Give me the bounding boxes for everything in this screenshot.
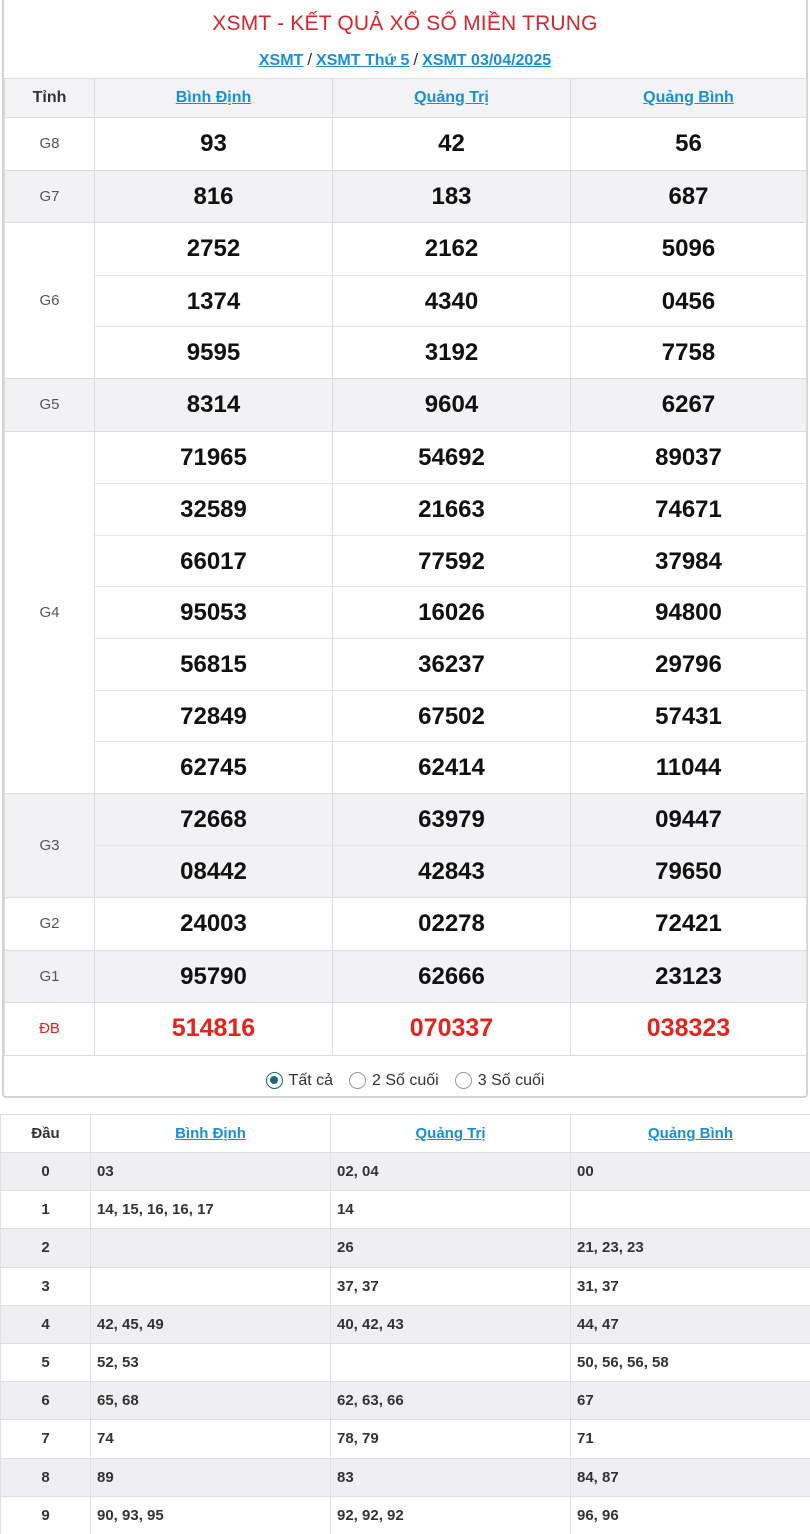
loto-cell xyxy=(571,1191,810,1229)
prize-number: 95053 xyxy=(95,586,332,638)
loto-cell: 89 xyxy=(91,1458,331,1496)
prize-label: G3 xyxy=(5,793,95,897)
prize-number: 89037 xyxy=(655,443,722,471)
filter-option-label: 2 Số cuối xyxy=(372,1071,439,1089)
prize-number: 183 xyxy=(431,182,472,210)
prize-number: 7758 xyxy=(571,326,806,378)
province-link-quang-tri[interactable]: Quảng Trị xyxy=(414,89,489,106)
loto-cell: 42, 45, 49 xyxy=(91,1305,331,1343)
prize-number: 42843 xyxy=(333,845,570,897)
prize-number: 63979 xyxy=(418,805,485,833)
prize-row xyxy=(5,1003,807,1056)
prize-label: ĐB xyxy=(5,1003,95,1056)
prize-number: 09447 xyxy=(655,805,722,833)
prize-cell xyxy=(571,897,807,950)
dau-digit: 2 xyxy=(1,1229,91,1267)
loto-row xyxy=(1,1496,810,1534)
loto-cell: 44, 47 xyxy=(571,1305,810,1343)
loto-cell: 00 xyxy=(571,1153,810,1191)
loto-cell xyxy=(91,1229,331,1267)
prize-label: G2 xyxy=(5,897,95,950)
filter-option-label: 3 Số cuối xyxy=(477,1071,545,1089)
prize-label: G1 xyxy=(5,950,95,1003)
prize-number: 02278 xyxy=(418,909,485,937)
loto-row xyxy=(1,1458,810,1496)
prize-label: G5 xyxy=(5,378,95,431)
prize-number: 56 xyxy=(675,130,702,157)
prize-number: 23123 xyxy=(655,962,722,990)
loto-cell: 74 xyxy=(91,1420,331,1458)
prize-cell xyxy=(333,118,571,171)
loto-row xyxy=(1,1191,810,1229)
prize-number: 8314 xyxy=(186,390,241,418)
prize-number: 72849 xyxy=(95,690,332,742)
dau-digit: 8 xyxy=(1,1458,91,1496)
prize-cell xyxy=(95,431,333,793)
loto-cell: 84, 87 xyxy=(571,1458,810,1496)
prize-cell xyxy=(333,897,571,950)
prize-number: 62666 xyxy=(418,962,485,990)
prize-number: 687 xyxy=(668,182,709,210)
prize-number: 57431 xyxy=(571,690,806,742)
prize-row xyxy=(5,378,807,431)
loto-cell: 67 xyxy=(571,1382,810,1420)
page-title: XSMT - KẾT QUẢ XỔ SỐ MIỀN TRUNG xyxy=(212,12,598,35)
filter-option-label: Tất cả xyxy=(288,1071,334,1089)
prize-number: 56815 xyxy=(95,638,332,690)
prize-number: 2752 xyxy=(186,235,241,263)
radio-button[interactable] xyxy=(266,1072,283,1089)
loto-cell: 14 xyxy=(331,1191,571,1229)
prize-cell xyxy=(95,950,333,1003)
prize-number: 94800 xyxy=(571,586,806,638)
prize-number: 66017 xyxy=(95,535,332,587)
prize-number: 42 xyxy=(438,130,465,157)
loto-table xyxy=(0,1114,810,1534)
prize-number: 37984 xyxy=(571,535,806,587)
loto-cell: 37, 37 xyxy=(331,1267,571,1305)
prize-cell xyxy=(95,223,333,379)
loto-cell xyxy=(91,1267,331,1305)
filter-option[interactable] xyxy=(266,1072,333,1090)
prize-cell xyxy=(95,378,333,431)
breadcrumb-link-xsmt[interactable]: XSMT xyxy=(258,52,304,69)
radio-button[interactable] xyxy=(455,1072,472,1089)
breadcrumb-separator: / xyxy=(413,50,419,69)
prize-cell xyxy=(333,170,571,223)
prize-cell xyxy=(571,223,807,379)
prize-number: 6267 xyxy=(661,390,716,418)
loto-province-link-quang-binh[interactable]: Quảng Bình xyxy=(648,1125,733,1142)
loto-cell: 21, 23, 23 xyxy=(571,1229,810,1267)
dau-digit: 3 xyxy=(1,1267,91,1305)
loto-province-link-binh-dinh[interactable]: Bình Định xyxy=(175,1125,246,1142)
loto-row xyxy=(1,1267,810,1305)
loto-cell: 96, 96 xyxy=(571,1496,810,1534)
special-prize-number: 070337 xyxy=(409,1014,494,1043)
loto-cell: 52, 53 xyxy=(91,1343,331,1381)
prize-cell xyxy=(95,118,333,171)
prize-cell xyxy=(333,1003,571,1056)
prize-cell xyxy=(333,431,571,793)
prize-number: 2162 xyxy=(424,235,479,263)
prize-number: 816 xyxy=(193,182,234,210)
prize-row xyxy=(5,793,807,897)
dau-digit: 4 xyxy=(1,1305,91,1343)
prize-cell xyxy=(95,1003,333,1056)
prize-number: 5096 xyxy=(661,235,716,263)
dau-digit: 0 xyxy=(1,1153,91,1191)
breadcrumb-separator: / xyxy=(307,50,313,69)
loto-row xyxy=(1,1153,810,1191)
loto-header-quang-tri xyxy=(331,1115,571,1153)
loto-header-binh-dinh xyxy=(91,1115,331,1153)
prize-number: 74671 xyxy=(571,483,806,535)
digit-filter xyxy=(4,1056,806,1106)
results-table xyxy=(4,78,807,1056)
dau-digit: 6 xyxy=(1,1382,91,1420)
dau-column-header: Đầu xyxy=(1,1115,91,1153)
prize-number: 16026 xyxy=(333,586,570,638)
loto-cell: 65, 68 xyxy=(91,1382,331,1420)
loto-cell: 14, 15, 16, 16, 17 xyxy=(91,1191,331,1229)
prize-cell xyxy=(571,118,807,171)
prize-cell xyxy=(571,1003,807,1056)
loto-row xyxy=(1,1382,810,1420)
loto-row xyxy=(1,1343,810,1381)
breadcrumb-link-weekday[interactable]: XSMT Thứ 5 xyxy=(316,52,410,69)
prize-cell xyxy=(333,223,571,379)
loto-cell xyxy=(331,1343,571,1381)
loto-row xyxy=(1,1229,810,1267)
province-header-quang-tri xyxy=(333,79,571,118)
prize-number: 67502 xyxy=(333,690,570,742)
prize-cell xyxy=(571,378,807,431)
dau-digit: 1 xyxy=(1,1191,91,1229)
prize-number: 54692 xyxy=(418,443,485,471)
prize-row xyxy=(5,170,807,223)
special-prize-number: 038323 xyxy=(646,1014,731,1043)
prize-label: G6 xyxy=(5,223,95,379)
radio-button[interactable] xyxy=(349,1072,366,1089)
prize-cell xyxy=(333,950,571,1003)
province-link-binh-dinh[interactable]: Bình Định xyxy=(175,89,252,106)
prize-number: 79650 xyxy=(571,845,806,897)
prize-number: 36237 xyxy=(333,638,570,690)
prize-number: 71965 xyxy=(180,443,247,471)
filter-option[interactable] xyxy=(349,1072,439,1090)
special-prize-number: 514816 xyxy=(171,1014,256,1043)
prize-cell xyxy=(571,793,807,897)
province-link-quang-binh[interactable]: Quảng Bình xyxy=(643,89,734,106)
prize-number: 62414 xyxy=(333,741,570,793)
loto-cell: 71 xyxy=(571,1420,810,1458)
loto-header-quang-binh xyxy=(571,1115,810,1153)
prize-number: 29796 xyxy=(571,638,806,690)
breadcrumb xyxy=(4,50,806,78)
prize-number: 77592 xyxy=(333,535,570,587)
loto-cell: 31, 37 xyxy=(571,1267,810,1305)
prize-cell xyxy=(333,378,571,431)
prize-label: G8 xyxy=(5,118,95,171)
prize-cell xyxy=(333,793,571,897)
province-header-quang-binh xyxy=(571,79,807,118)
loto-cell: 50, 56, 56, 58 xyxy=(571,1343,810,1381)
province-column-header: Tỉnh xyxy=(5,79,95,118)
prize-number: 72668 xyxy=(180,805,247,833)
loto-cell: 40, 42, 43 xyxy=(331,1305,571,1343)
prize-row xyxy=(5,223,807,379)
prize-label: G7 xyxy=(5,170,95,223)
loto-row xyxy=(1,1420,810,1458)
prize-number: 9595 xyxy=(95,326,332,378)
dau-digit: 9 xyxy=(1,1496,91,1534)
prize-number: 11044 xyxy=(571,741,806,793)
loto-cell: 78, 79 xyxy=(331,1420,571,1458)
prize-cell xyxy=(571,170,807,223)
loto-province-link-quang-tri[interactable]: Quảng Trị xyxy=(415,1125,486,1142)
loto-row xyxy=(1,1305,810,1343)
breadcrumb-link-date[interactable]: XSMT 03/04/2025 xyxy=(422,52,552,69)
prize-number: 08442 xyxy=(95,845,332,897)
loto-cell: 83 xyxy=(331,1458,571,1496)
dau-digit: 7 xyxy=(1,1420,91,1458)
prize-cell xyxy=(95,897,333,950)
prize-number: 21663 xyxy=(333,483,570,535)
loto-cell: 90, 93, 95 xyxy=(91,1496,331,1534)
prize-number: 32589 xyxy=(95,483,332,535)
prize-number: 1374 xyxy=(95,275,332,327)
prize-cell xyxy=(95,170,333,223)
loto-cell: 03 xyxy=(91,1153,331,1191)
prize-row xyxy=(5,431,807,793)
prize-row xyxy=(5,118,807,171)
results-panel xyxy=(2,0,808,1098)
prize-number: 72421 xyxy=(655,909,722,937)
prize-number: 93 xyxy=(200,130,227,157)
prize-number: 3192 xyxy=(333,326,570,378)
prize-number: 95790 xyxy=(180,962,247,990)
loto-cell: 62, 63, 66 xyxy=(331,1382,571,1420)
prize-number: 0456 xyxy=(571,275,806,327)
prize-number: 24003 xyxy=(180,909,247,937)
prize-number: 9604 xyxy=(424,390,479,418)
filter-option[interactable] xyxy=(455,1072,545,1090)
prize-row xyxy=(5,950,807,1003)
prize-row xyxy=(5,897,807,950)
prize-number: 4340 xyxy=(333,275,570,327)
loto-cell: 92, 92, 92 xyxy=(331,1496,571,1534)
loto-cell: 26 xyxy=(331,1229,571,1267)
prize-cell xyxy=(571,431,807,793)
dau-digit: 5 xyxy=(1,1343,91,1381)
loto-cell: 02, 04 xyxy=(331,1153,571,1191)
prize-number: 62745 xyxy=(95,741,332,793)
prize-label: G4 xyxy=(5,431,95,793)
prize-cell xyxy=(571,950,807,1003)
province-header-binh-dinh xyxy=(95,79,333,118)
prize-cell xyxy=(95,793,333,897)
